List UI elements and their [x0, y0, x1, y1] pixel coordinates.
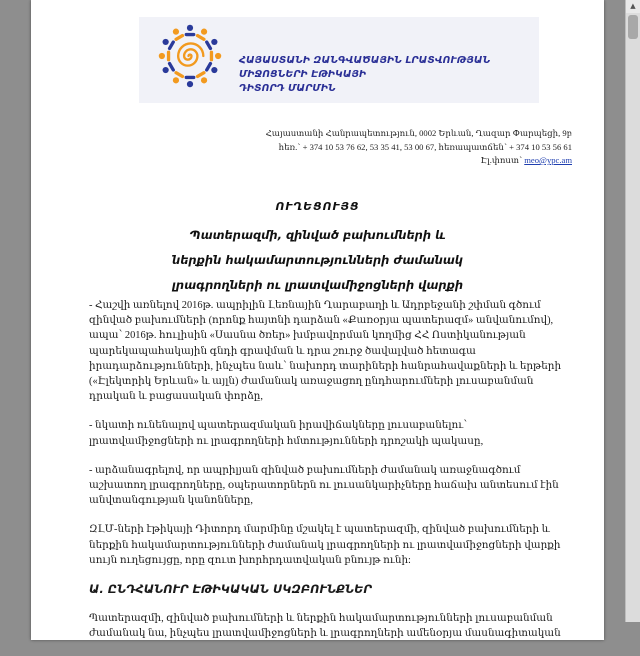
phone-line: հեռ.՝ + 374 10 53 76 62, 53 35 41, 53 00 67, հեռապատճեն՝ + 374 10 53 56 61 — [278, 141, 572, 152]
logo-figure-head — [187, 25, 193, 31]
scrollbar-thumb[interactable] — [628, 15, 638, 39]
logo-figure-head — [163, 39, 169, 45]
logo-figure-head — [201, 77, 207, 83]
logo-figure-arms — [207, 64, 211, 70]
contact-info — [252, 127, 572, 168]
letterhead-banner — [139, 17, 539, 103]
title-line: լրագրողների ու լրատվամիջոցների վարքի — [171, 278, 464, 292]
logo-figure-head — [159, 53, 165, 59]
document-page — [31, 0, 604, 640]
logo-figure-head — [173, 29, 179, 35]
document-type-heading: ՈՒՂԵՑՈՒՅՑ — [275, 200, 360, 213]
body-paragraph: ԶԼՄ-ների էթիկայի Դիտորդ մարմինը մշակել է պատերազմի, զինված բախումների և ներքին հակամարտությունների ժամանակ լրագրողների ու լրատվամիջոցների վարքի սույն ուղեցույցը, որը զուտ խորհրդատվական բնույթ ունի: — [89, 524, 561, 566]
logo-figure-arms — [198, 36, 204, 40]
logo-figure-head — [215, 53, 221, 59]
logo-figure-head — [163, 67, 169, 73]
logo-figure-arms — [170, 64, 174, 70]
body-paragraph: - նկատի ունենալով պատերազմական իրավիճակները լուսաբանելու՝ լրատվամիջոցների ու լրագրողների հմտությունների դրոշակի պակասը, — [89, 420, 484, 447]
vertical-scrollbar[interactable] — [625, 0, 640, 622]
logo-figure-head — [173, 77, 179, 83]
document-title-block — [31, 200, 604, 298]
title-line: Պատերազմի, զինված բախումների և — [189, 228, 446, 242]
organization-name-line2: ԴԻՏՈՐԴ ՄԱՐՄԻՆ — [239, 83, 336, 94]
email-line — [252, 154, 572, 168]
body-paragraph: - Հաշվի առնելով 2016թ. ապրիլին Լեռնային Ղարաբաղի և Ադրբեջանի շփման գծում զինված բախումների (որոնք հայտնի դարձան «Քառօրյա պատերազմ» անվանումով), ապա՝ 2016թ. հուլիսին «Սասնա ծռեր» խմբավորման կողմից ՀՀ Ոստիկանության պարեկապահակային գնդի գրավման և դրա շուրջ ծավալված հետագա իրադարձությունների, ինչպես նաև՝ նախորդ տարիների հանրահավաքների և երթերի («Էլեկտրիկ Երևան» և այլն) ժամանակ առաջացող ընդհարումների լուսաբանման դրական և բացասական փորձը, — [89, 300, 562, 403]
body-paragraph: - արձանագրելով, որ ապրիլյան զինված բախումների ժամանակ առաջնագծում աշխատող լրագրողները, օպերատորներն ու լուսանկարիչները հաճախ անտեսում էին անվտանգության կանոնները, — [89, 464, 559, 507]
body-paragraph: Պատերազմի, զինված բախումների և ներքին հակամարտությունների լուսաբանման ժամանակ նա, ինչպես լրատվամիջոցների և լրագրողների ամենօրյա մասնագիտական — [89, 613, 561, 640]
logo-figure-head — [211, 67, 217, 73]
sun-spiral-people-logo — [153, 19, 227, 93]
logo-figure-head — [187, 81, 193, 87]
logo-figure-arms — [170, 42, 174, 48]
organization-name — [239, 54, 535, 96]
document-body — [89, 298, 571, 656]
logo-figure-arms — [176, 36, 182, 40]
title-line: ներքին հակամարտությունների ժամանակ — [172, 253, 463, 267]
address-line: Հայաստանի Հանրապետություն, 0002 Երևան, Ղազար Փարպեցի, 9բ — [265, 128, 572, 138]
logo-figure-head — [211, 39, 217, 45]
section-heading: Ա. ԸՆԴՀԱՆՈՒՐ ԷԹԻԿԱԿԱՆ ՍԿԶԲՈՒՆՔՆԵՐ — [89, 582, 372, 597]
email-label: Էլ.փոստ՝ — [480, 155, 523, 165]
email-link[interactable]: meo@ypc.am — [524, 155, 572, 165]
logo-figure-head — [201, 29, 207, 35]
organization-name-line1: ՀԱՅԱՍՏԱՆԻ ԶԱՆԳՎԱԾԱՅԻՆ ԼՐԱՏՎՈՒԹՅԱՆ ՄԻՋՈՑՆԵՐԻ ԷԹԻԿԱՅԻ — [239, 55, 491, 80]
scroll-up-arrow-icon[interactable]: ▲ — [626, 0, 640, 13]
logo-figure-arms — [198, 73, 204, 77]
logo-figure-arms — [207, 42, 211, 48]
logo-figure-arms — [176, 73, 182, 77]
